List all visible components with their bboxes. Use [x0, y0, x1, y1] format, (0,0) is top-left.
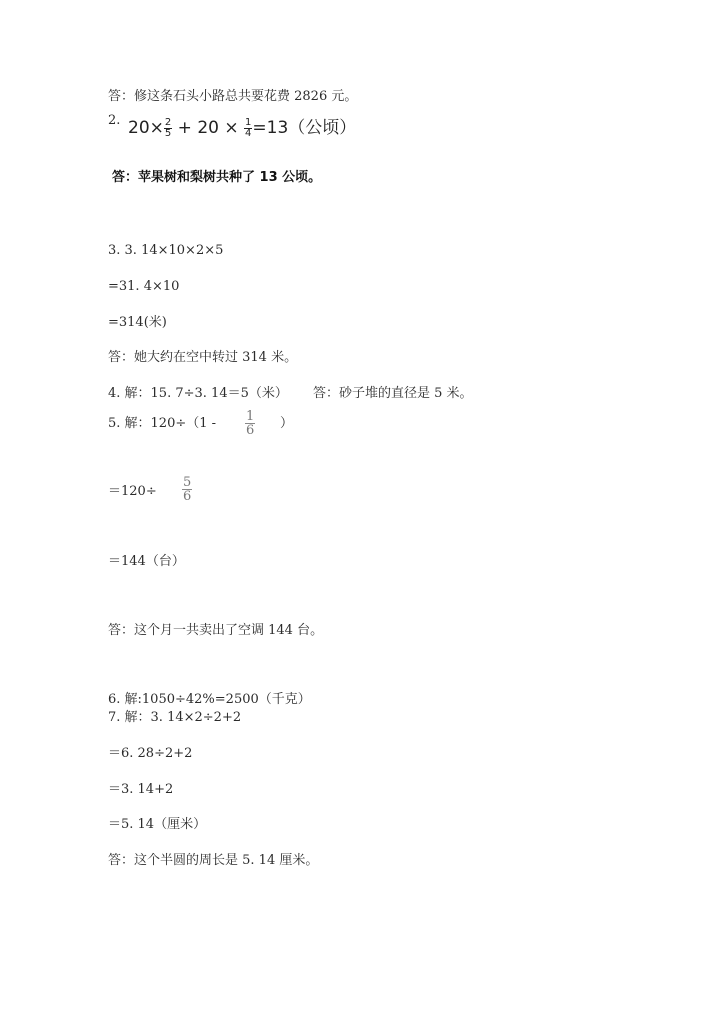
question-6: 6. 解:1050÷42%=2500（千克）: [108, 692, 311, 707]
q5-part-a: 5. 解：120÷（1 -: [108, 416, 217, 431]
eq2-fraction-2-denominator: 4: [245, 127, 252, 139]
q5-fraction-numerator: 1: [246, 409, 255, 424]
question-5-line-2: ＝120÷: [108, 484, 157, 499]
question-3-line-2: =31. 4×10: [108, 279, 180, 294]
question-3-line-3: =314(米): [108, 315, 167, 330]
eq2-part-a: 20×: [128, 118, 164, 138]
question-7-line-3: ＝3. 14+2: [108, 782, 174, 797]
question-3-line-1: 3. 3. 14×10×2×5: [108, 243, 224, 258]
answer-5: 答：这个月一共卖出了空调 144 台。: [108, 623, 324, 638]
answer-2: 答：苹果树和梨树共种了 13 公顷。: [112, 170, 322, 185]
eq2-part-b: + 20 ×: [177, 118, 239, 138]
eq2-fraction-2-numerator: 1: [245, 116, 252, 128]
q5-fraction: [245, 410, 255, 437]
question-4: 4. 解：15. 7÷3. 14＝5（米）: [108, 386, 288, 401]
q5-part-b: ）: [280, 416, 294, 431]
eq2-fraction-1: [164, 118, 172, 139]
question-7-line-1: 7. 解：3. 14×2÷2+2: [108, 710, 242, 725]
eq2-part-c: =13（公顷）: [252, 118, 357, 138]
question-5-line-3: ＝144（台）: [108, 554, 185, 569]
question-2-equation: [128, 113, 356, 139]
question-7-line-2: ＝6. 28÷2+2: [108, 746, 193, 761]
eq2-fraction-1-denominator: 5: [164, 127, 172, 139]
answer-3: 答：她大约在空中转过 314 米。: [108, 350, 298, 365]
question-7-line-4: ＝5. 14（厘米）: [108, 817, 207, 832]
answer-7: 答：这个半圆的周长是 5. 14 厘米。: [108, 853, 319, 868]
q5-fraction-denominator: 6: [246, 423, 255, 438]
q5-line-2-denominator: 6: [183, 489, 192, 504]
question-5-line-1: [108, 416, 216, 432]
answer-1: 答：修这条石头小路总共要花费 2826 元。: [108, 89, 358, 104]
q5-line-2-numerator: 5: [183, 475, 192, 490]
eq2-fraction-1-numerator: 2: [164, 116, 172, 128]
answer-4: 答：砂子堆的直径是 5 米。: [313, 386, 473, 401]
q5-line-2-fraction: [182, 476, 192, 503]
question-2-number: 2.: [108, 113, 121, 128]
